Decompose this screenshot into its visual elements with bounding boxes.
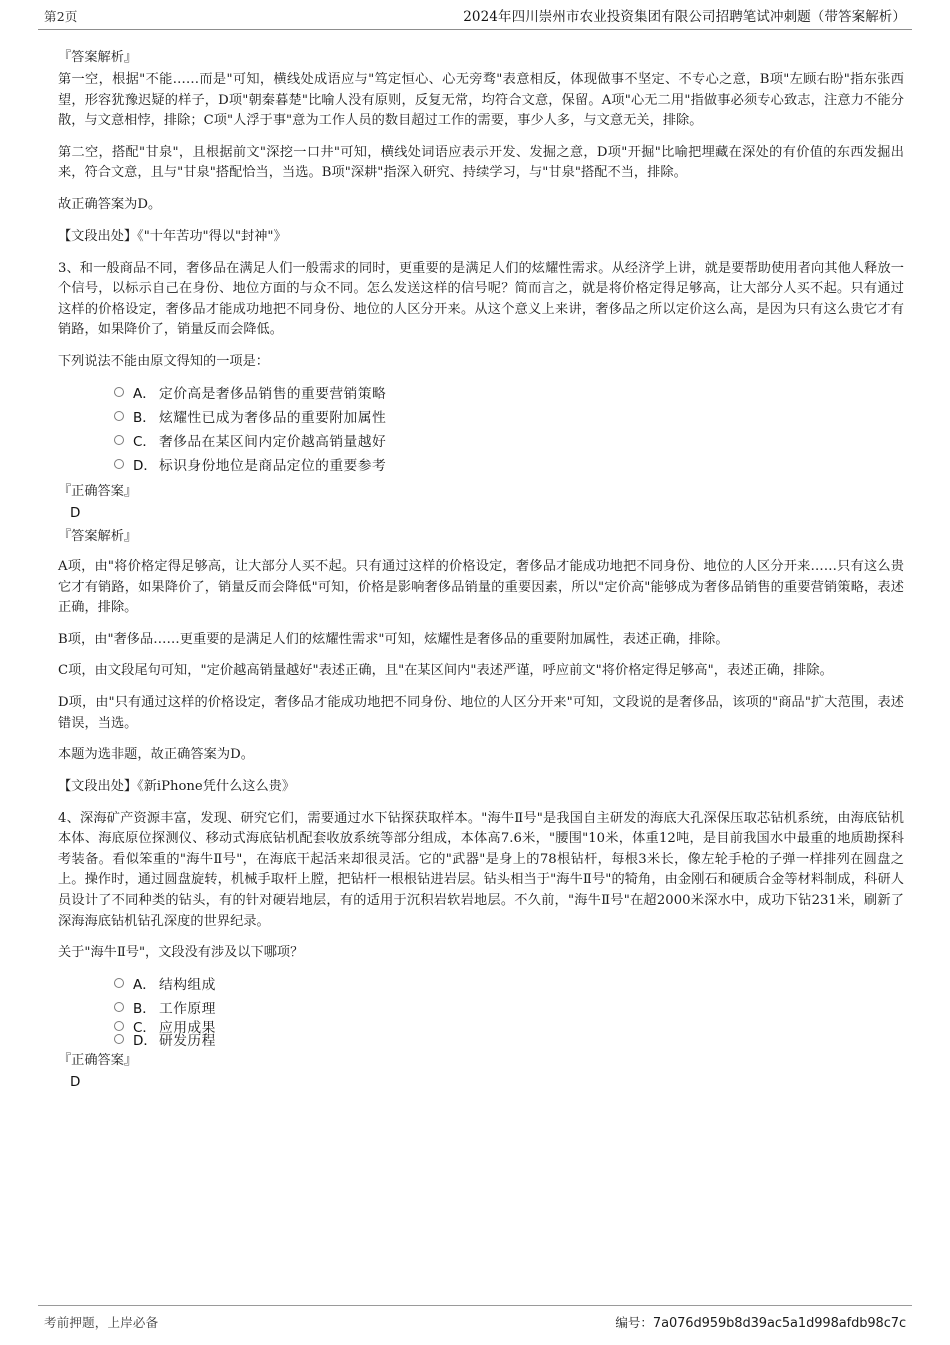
option-text: 奢侈品在某区间内定价越高销量越好 — [159, 433, 387, 450]
option-row[interactable] — [114, 995, 904, 1019]
analysis-paragraph-3: 故正确答案为D。 — [58, 196, 162, 212]
question-4-correct-answer: D — [70, 1074, 81, 1091]
option-text: 标识身份地位是商品定位的重要参考 — [159, 457, 387, 474]
source-citation-1: 【文段出处】《"十年苦功"得以"封神"》 — [58, 228, 287, 244]
option-row[interactable] — [114, 404, 904, 428]
option-row[interactable] — [114, 452, 904, 476]
radio-icon[interactable] — [114, 459, 124, 469]
question-4-stem: 4、深海矿产资源丰富，发现、研究它们，需要通过水下钻探获取样本。"海牛Ⅱ号"是我国自主研发的海底大孔深保压取芯钻机系统，由海底钻机本体、海底原位探测仪、移动式海底钻机配套收放系统等部分组成，本体高7.6米，"腰围"10米，体重12吨，是目前我国水中最重的地质勘探科考装备。看似笨重的"海牛Ⅱ号"，在海底干起活来却很灵活。它的"武器"是身上的78根钻杆，每根3米长，像左轮手枪的子弹一样排列在圆盘之上。操作时，通过圆盘旋转，机械手取杆上膛，把钻杆一根根钻进岩层。钻头相当于"海牛Ⅱ号"的犄角，由金刚石和硬质合金等材料制成，科研人员设计了不同种类的钻头，有的针对硬岩地层，有的适用于沉积岩软岩地层。不久前，"海牛Ⅱ号"在超2000米深水中，成功下钻231米，刷新了深海海底钻机钻孔深度的世界纪录。 — [58, 810, 904, 929]
option-letter: A． — [133, 385, 156, 402]
question-3-conclusion: 本题为选非题，故正确答案为D。 — [58, 747, 254, 763]
option-letter: C． — [133, 1019, 156, 1036]
option-letter: C． — [133, 433, 156, 450]
option-row[interactable] — [114, 971, 904, 995]
option-text: 定价高是奢侈品销售的重要营销策略 — [159, 385, 387, 402]
footer-code-label: 编号： — [615, 1315, 653, 1330]
radio-icon[interactable] — [114, 1034, 124, 1044]
question-3-stem: 3、和一般商品不同，奢侈品在满足人们一般需求的同时，更重要的是满足人们的炫耀性需求。从经济学上讲，就是要帮助使用者向其他人释放一个信号，以标示自己在身份、地位方面的与众不同。怎么发送这样的信号呢？简而言之，就是将价格定得足够高，让大部分人买不起。只有通过这样的价格设定，奢侈品才能成功地把不同身份、地位的人区分开来。从这个意义上来讲，奢侈品之所以定价这么高，是因为只有这么贵它才有销路，如果降价了，销量反而会降低。 — [58, 260, 904, 338]
question-3-correct-label: 『正确答案』 — [58, 483, 138, 499]
analysis-paragraph-1: 第一空，根据"不能……而是"可知，横线处成语应与"笃定恒心、心无旁骛"表意相反，体现做事不坚定、不专心之意，B项"左顾右盼"指东张西望，形容犹豫迟疑的样子，D项"朝秦暮楚"比喻人没有原则，反复无常，均符合文意，保留。A项"心无二用"指做事必须专心致志，注意力不能分散，与文意相悖，排除；C项"人浮于事"意为工作人员的数目超过工作的需要，事少人多，与文意无关，排除。 — [58, 72, 904, 129]
analysis-label-1: 『答案解析』 — [58, 50, 138, 65]
footer-code-value: 7a076d959b8d39ac5a1d998afdb98c7c — [652, 1316, 906, 1331]
question-3-analysis-a: A项，由"将价格定得足够高，让大部分人买不起。只有通过这样的价格设定，奢侈品才能成功地把不同身份、地位的人区分开来……只有这么贵它才有销路，如果降价了，销量反而会降低"可知，价格是影响奢侈品销量的重要因素，所以"定价高"能够成为奢侈品销售的重要营销策略，表述正确，排除。 — [58, 558, 904, 616]
analysis-paragraph-2: 第二空，搭配"甘泉"，且根据前文"深挖一口井"可知，横线处词语应表示开发、发掘之意，D项"开掘"比喻把埋藏在深处的有价值的东西发掘出来，符合文意，且与"甘泉"搭配恰当，当选。B项"深耕"指深入研究、持续学习，与"甘泉"搭配不当，排除。 — [58, 144, 904, 181]
question-3-analysis-c: C项，由文段尾句可知，"定价越高销量越好"表述正确，且"在某区间内"表述严谨，呼应前文"将价格定得足够高"，表述正确，排除。 — [58, 663, 833, 679]
question-4-correct-label: 『正确答案』 — [58, 1053, 138, 1069]
page-number-label: 第2页 — [44, 9, 78, 24]
radio-icon[interactable] — [114, 1002, 124, 1012]
page-footer — [38, 1305, 912, 1331]
option-row[interactable] — [114, 1019, 904, 1036]
source-citation-2: 【文段出处】《新iPhone凭什么这么贵》 — [58, 778, 296, 794]
option-text: 结构组成 — [159, 977, 216, 994]
option-text: 工作原理 — [159, 1001, 216, 1018]
radio-icon[interactable] — [114, 435, 124, 445]
option-row[interactable] — [114, 380, 904, 404]
question-3-analysis-d: D项，由"只有通过这样的价格设定，奢侈品才能成功地把不同身份、地位的人区分开来"可知，文段说的是奢侈品，该项的"商品"扩大范围，表述错误，当选。 — [58, 694, 904, 731]
document-content — [38, 30, 912, 1092]
question-4-prompt: 关于"海牛Ⅱ号"，文段没有涉及以下哪项？ — [58, 945, 304, 961]
option-letter: D． — [133, 1032, 157, 1049]
radio-icon[interactable] — [114, 387, 124, 397]
radio-icon[interactable] — [114, 411, 124, 421]
question-3-correct-answer: D — [70, 504, 81, 521]
option-letter: D． — [133, 457, 157, 474]
radio-icon[interactable] — [114, 978, 124, 988]
question-3-analysis-label: 『答案解析』 — [58, 528, 138, 544]
radio-icon[interactable] — [114, 1021, 124, 1031]
question-3-prompt: 下列说法不能由原文得知的一项是： — [58, 353, 269, 369]
option-text: 炫耀性已成为奢侈品的重要附加属性 — [159, 409, 387, 426]
option-row[interactable] — [114, 428, 904, 452]
option-letter: B． — [133, 409, 156, 426]
option-row[interactable] — [114, 1032, 904, 1049]
page-header — [38, 0, 912, 30]
footer-slogan: 考前押题，上岸必备 — [44, 1315, 159, 1330]
question-3-options — [58, 380, 904, 476]
document-title: 2024年四川崇州市农业投资集团有限公司招聘笔试冲刺题（带答案解析） — [463, 9, 906, 25]
option-letter: B． — [133, 1001, 156, 1018]
question-4-options — [58, 971, 904, 1049]
question-3-analysis-b: B项，由"奢侈品……更重要的是满足人们的炫耀性需求"可知，炫耀性是奢侈品的重要附加属性，表述正确，排除。 — [58, 631, 729, 647]
option-letter: A． — [133, 977, 156, 994]
footer-code — [615, 1313, 912, 1331]
option-text: 应用成果 — [159, 1019, 216, 1036]
option-text: 研发历程 — [159, 1032, 216, 1049]
